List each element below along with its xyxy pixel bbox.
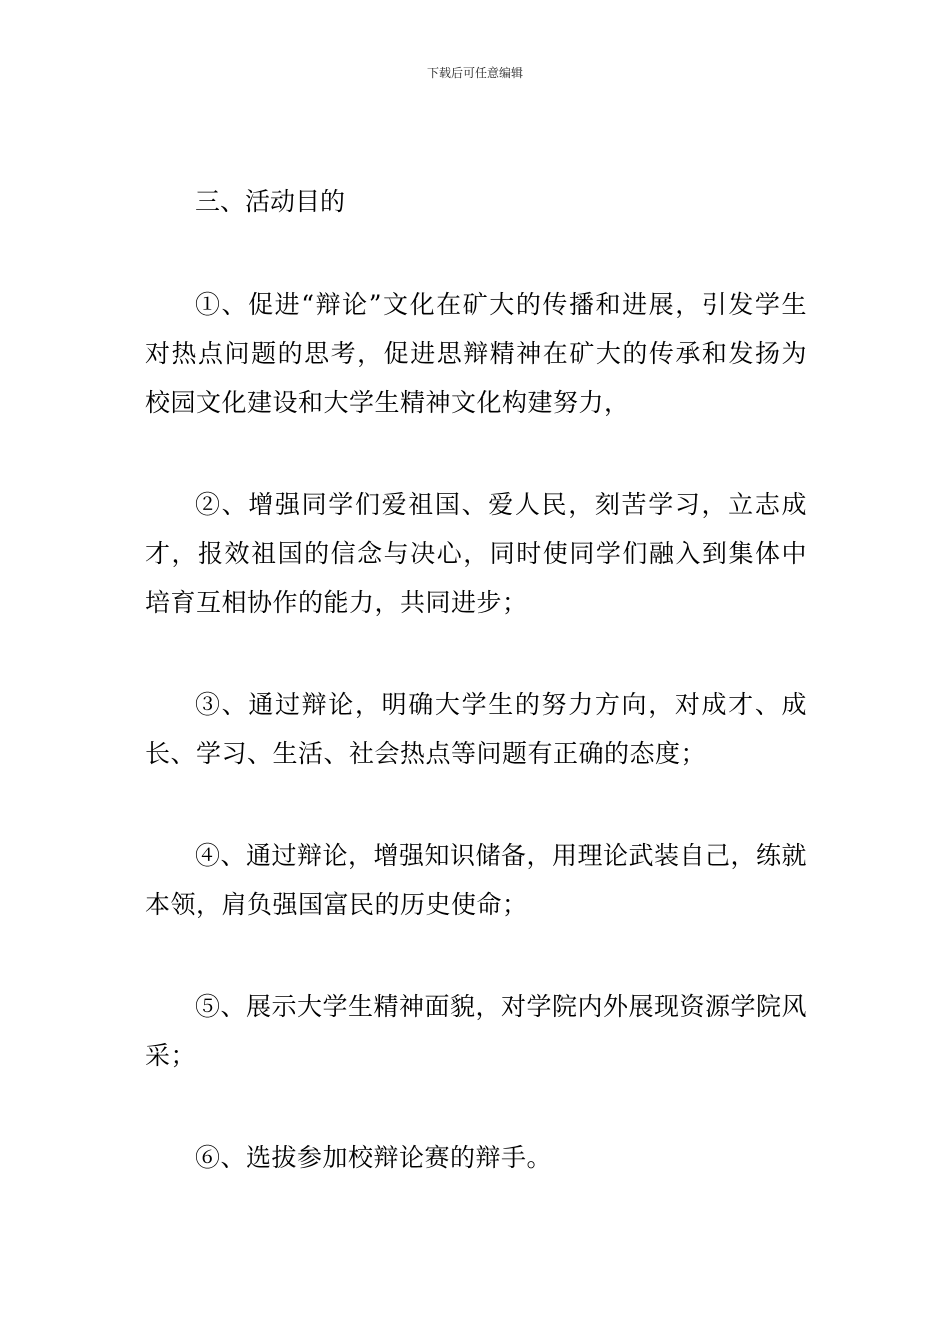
section-heading: 三、活动目的 <box>195 187 346 216</box>
purpose-item-4: ④、通过辩论，增强知识储备，用理论武装自己，练就本领，肩负强国富民的历史使命； <box>145 841 808 919</box>
page-header: 下载后可任意编辑 <box>426 66 523 80</box>
purpose-item-1: ①、促进“辩论”文化在矿大的传播和进展，引发学生对热点问题的思考，促进思辩精神在矿大的传承和发扬为校园文化建设和大学生精神文化构建努力， <box>145 290 807 417</box>
purpose-item-5: ⑤、展示大学生精神面貌，对学院内外展现资源学院风采； <box>145 992 808 1070</box>
document-body <box>145 178 807 1182</box>
purpose-item-2: ②、增强同学们爱祖国、爱人民，刻苦学习，立志成才，报效祖国的信念与决心，同时使同学们融入到集体中培育互相协作的能力，共同进步； <box>145 490 807 617</box>
purpose-item-6: ⑥、选拔参加校辩论赛的辩手。 <box>195 1143 553 1172</box>
purpose-item-3: ③、通过辩论，明确大学生的努力方向，对成才、成长、学习、生活、社会热点等问题有正确的态度； <box>145 690 807 768</box>
